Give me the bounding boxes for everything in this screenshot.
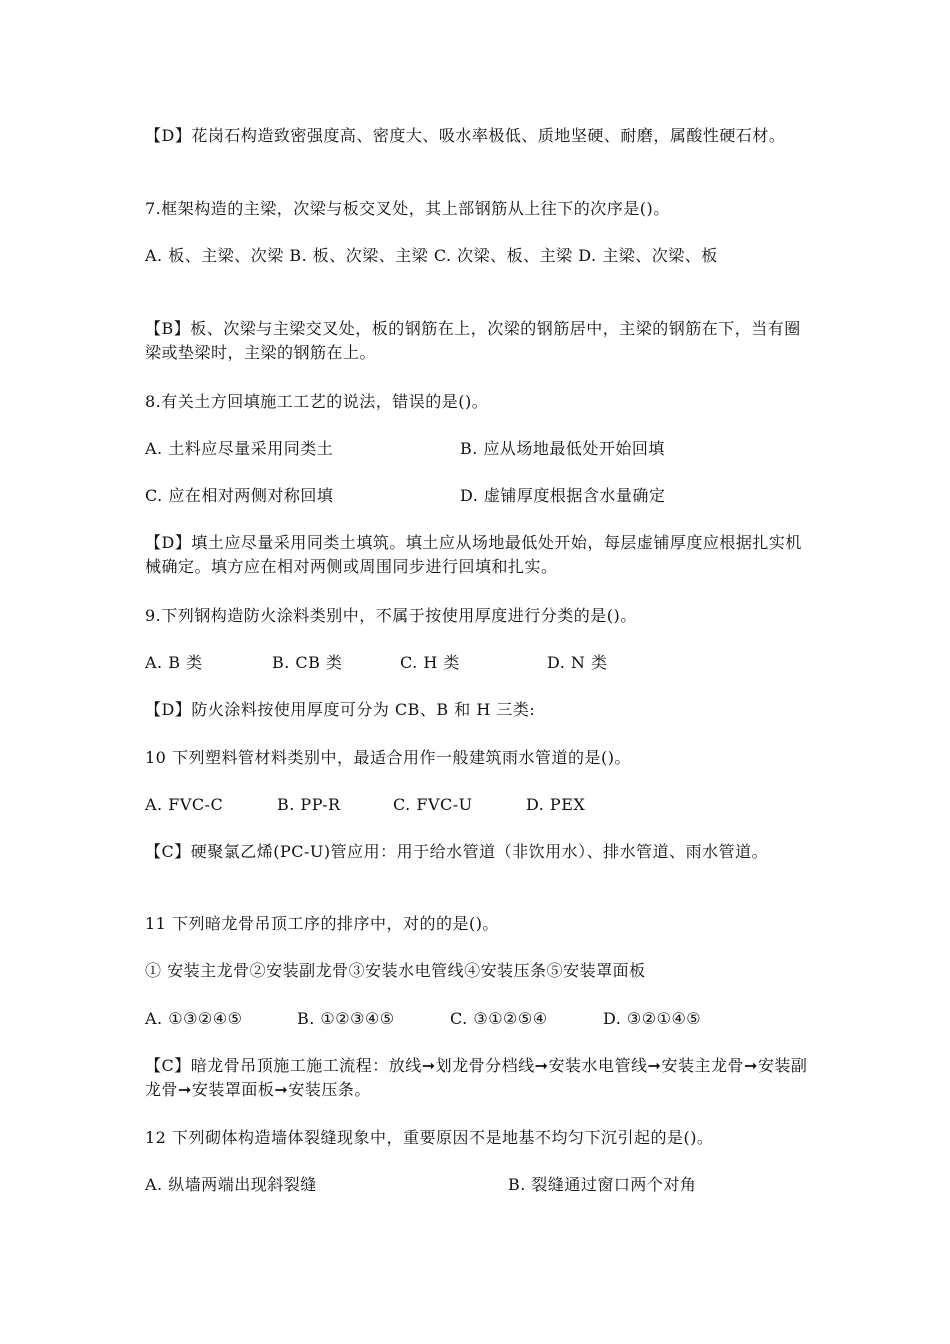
question-9-option-d: D. N 类 [547,653,608,672]
question-11-option-d: D. ③②①④⑤ [603,1009,702,1028]
question-10-option-c: C. FVC-U [393,795,473,814]
document-page [145,0,810,1344]
question-10-option-a: A. FVC-C [145,795,224,814]
question-9-option-b: B. CB 类 [272,653,343,672]
question-11: 11 下列暗龙骨吊顶工序的排序中，对的的是()。 [145,914,499,933]
question-10-option-b: B. PP-R [277,795,341,814]
question-11-steps: ① 安装主龙骨②安装副龙骨③安装水电管线④安装压条⑤安装罩面板 [145,961,646,980]
question-9-answer: 【D】防火涂料按使用厚度可分为 CB、B 和 H 三类: [145,700,536,719]
question-8-option-a: A. 土料应尽量采用同类土 [145,439,334,458]
question-9-option-a: A. B 类 [145,653,203,672]
question-8-option-b: B. 应从场地最低处开始回填 [460,439,665,458]
question-7: 7.框架构造的主梁，次梁与板交叉处，其上部钢筋从上往下的次序是()。 [145,199,670,218]
question-11-option-c: C. ③①②⑤④ [450,1009,548,1028]
question-11-answer: 【C】暗龙骨吊顶施工施工流程：放线➞划龙骨分档线➞安装水电管线➞安装主龙骨➞安装副龙骨➞安装罩面板➞安装压条。 [145,1056,808,1099]
question-8-answer: 【D】填土应尽量采用同类土填筑。填土应从场地最低处开始，每层虚铺厚度应根据扎实机械确定。填方应在相对两侧或周围同步进行回填和扎实。 [145,533,802,576]
question-10: 10 下列塑料管材料类别中，最适合用作一般建筑雨水管道的是()。 [145,748,631,767]
question-8-option-d: D. 虚铺厚度根据含水量确定 [460,486,666,505]
question-12-option-a: A. 纵墙两端出现斜裂缝 [145,1175,317,1194]
question-7-answer: 【B】板、次梁与主梁交叉处，板的钢筋在上，次梁的钢筋居中，主梁的钢筋在下，当有圈梁或垫梁时，主梁的钢筋在上。 [145,319,801,362]
question-9: 9.下列钢构造防火涂料类别中，不属于按使用厚度进行分类的是()。 [145,606,637,625]
answer-paragraph: 【D】花岗石构造致密强度高、密度大、吸水率极低、质地坚硬、耐磨，属酸性硬石材。 [145,126,786,145]
question-10-answer: 【C】硬聚氯乙烯(PC-U)管应用：用于给水管道（非饮用水）、排水管道、雨水管道。 [145,842,769,861]
question-11-option-a: A. ①③②④⑤ [145,1009,243,1028]
question-8: 8.有关土方回填施工工艺的说法，错误的是()。 [145,392,489,411]
question-9-option-c: C. H 类 [400,653,460,672]
question-12: 12 下列砌体构造墙体裂缝现象中，重要原因不是地基不均匀下沉引起的是()。 [145,1128,714,1147]
question-10-option-d: D. PEX [526,795,586,814]
question-8-option-c: C. 应在相对两侧对称回填 [145,486,334,505]
question-7-options: A. 板、主梁、次梁 B. 板、次梁、主梁 C. 次梁、板、主梁 D. 主梁、次梁、板 [145,246,718,265]
question-11-option-b: B. ①②③④⑤ [297,1009,395,1028]
question-12-option-b: B. 裂缝通过窗口两个对角 [508,1175,697,1194]
